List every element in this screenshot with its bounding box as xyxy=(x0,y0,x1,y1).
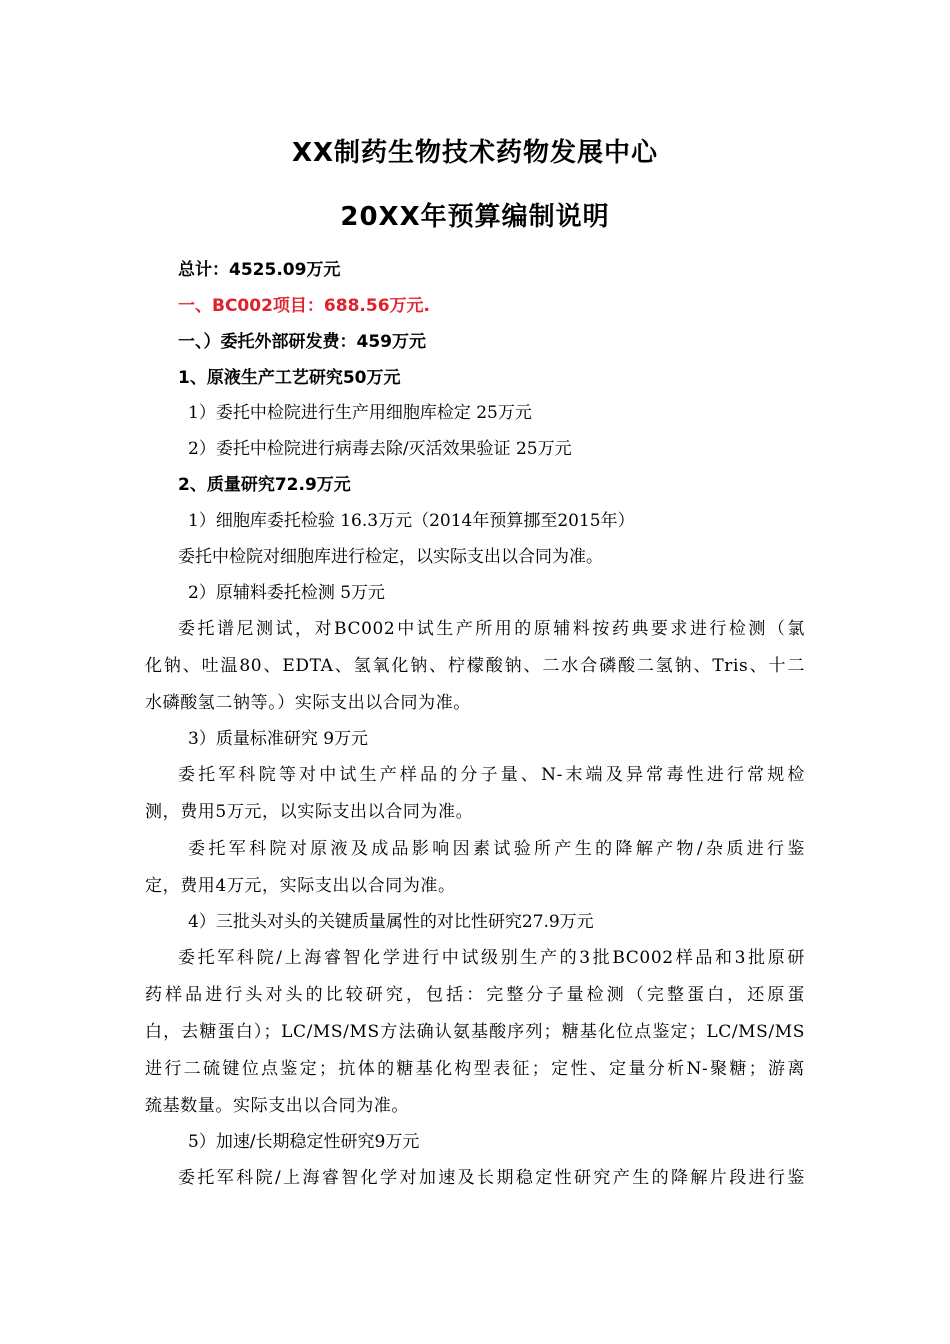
paragraph-line: 委托中检院对细胞库进行检定，以实际支出以合同为准。 xyxy=(178,547,603,567)
paragraph-line: 药样品进行头对头的比较研究，包括：完整分子量检测（完整蛋白，还原蛋 xyxy=(145,985,805,1005)
section-heading-external-rd: 一、）委托外部研发费：459万元 xyxy=(178,332,426,352)
paragraph-line: 委托军科院对原液及成品影响因素试验所产生的降解产物/杂质进行鉴 xyxy=(188,839,805,859)
list-item: 2）原辅料委托检测 5万元 xyxy=(188,583,386,603)
list-item: 1）委托中检院进行生产用细胞库检定 25万元 xyxy=(188,403,532,423)
paragraph-line: 测，费用5万元，以实际支出以合同为准。 xyxy=(145,802,474,822)
list-item: 4）三批头对头的关键质量属性的对比性研究27.9万元 xyxy=(188,912,594,932)
subsection-heading-quality: 2、质量研究72.9万元 xyxy=(178,475,351,495)
paragraph-line: 委托军科院/上海睿智化学进行中试级别生产的3批BC002样品和3批原研 xyxy=(178,948,805,968)
paragraph-line: 白，去糖蛋白）；LC/MS/MS方法确认氨基酸序列；糖基化位点鉴定；LC/MS/MS xyxy=(145,1022,805,1042)
paragraph-line: 委托军科院/上海睿智化学对加速及长期稳定性研究产生的降解片段进行鉴 xyxy=(178,1168,805,1188)
list-item: 3）质量标准研究 9万元 xyxy=(188,729,369,749)
paragraph-line: 委托谱尼测试，对BC002中试生产所用的原辅料按药典要求进行检测（氯 xyxy=(178,619,805,639)
paragraph-line: 化钠、吐温80、EDTA、氢氧化钠、柠檬酸钠、二水合磷酸二氢钠、Tris、十二 xyxy=(145,656,805,676)
list-item: 2）委托中检院进行病毒去除/灭活效果验证 25万元 xyxy=(188,439,572,459)
paragraph-line: 委托军科院等对中试生产样品的分子量、N-末端及异常毒性进行常规检 xyxy=(178,765,805,785)
paragraph-line: 巯基数量。实际支出以合同为准。 xyxy=(145,1096,409,1116)
paragraph-line: 进行二硫键位点鉴定；抗体的糖基化构型表征；定性、定量分析N-聚糖；游离 xyxy=(145,1059,805,1079)
total-line: 总计：4525.09万元 xyxy=(178,260,341,280)
document-subtitle: 20XX年预算编制说明 xyxy=(340,202,610,232)
list-item: 1）细胞库委托检验 16.3万元（2014年预算挪至2015年） xyxy=(188,511,635,531)
subsection-heading-process: 1、原液生产工艺研究50万元 xyxy=(178,368,401,388)
paragraph-line: 水磷酸氢二钠等。）实际支出以合同为准。 xyxy=(145,693,471,713)
document-title: XX制药生物技术药物发展中心 xyxy=(291,138,659,168)
list-item: 5）加速/长期稳定性研究9万元 xyxy=(188,1132,420,1152)
paragraph-line: 定，费用4万元，实际支出以合同为准。 xyxy=(145,876,456,896)
project-heading: 一、BC002项目：688.56万元. xyxy=(178,296,430,316)
